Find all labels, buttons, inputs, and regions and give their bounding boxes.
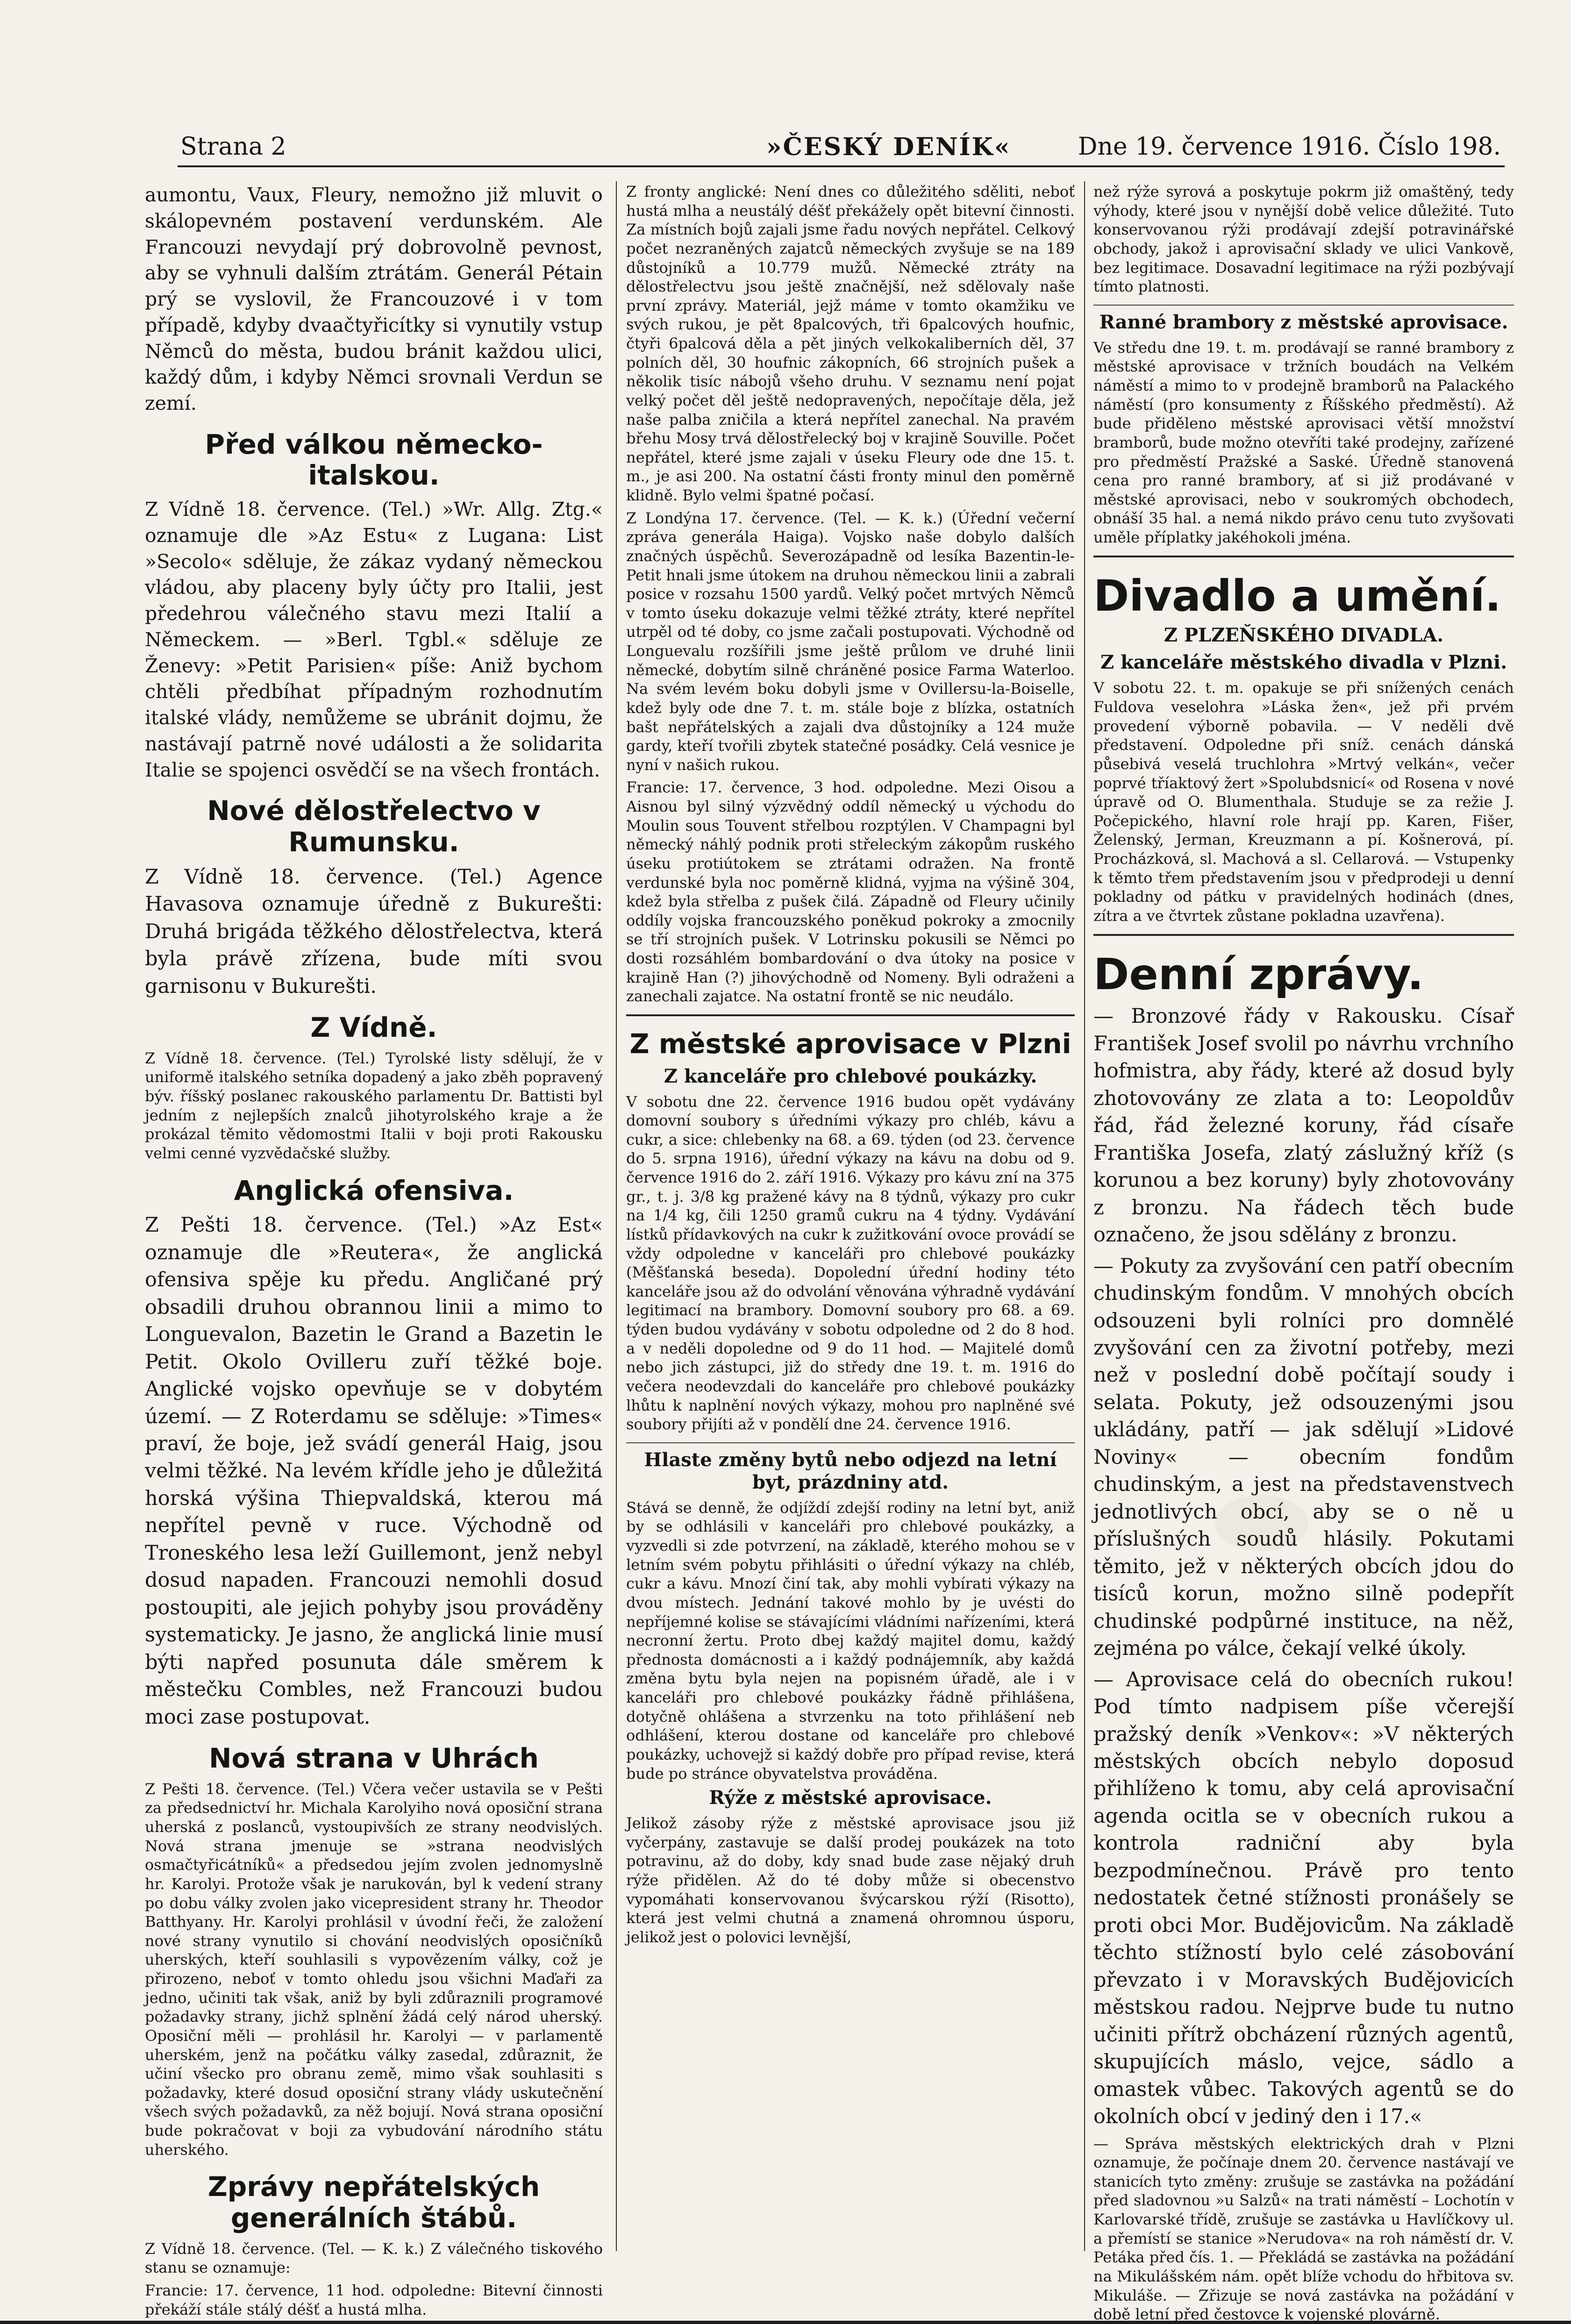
page-number: Strana 2 bbox=[180, 133, 286, 161]
column-rule-1 bbox=[616, 181, 617, 2251]
article-headline: Nové dělostřelectvo v Rumunsku. bbox=[207, 795, 541, 858]
article-headline: Z Vídně. bbox=[310, 1012, 437, 1044]
section-divider bbox=[626, 1442, 1075, 1443]
column-1 bbox=[145, 182, 603, 2318]
news-item: — Bronzové řády v Rakousku. Císař František Josef svolil po návrhu vrchního hofmistra, aby řády, které až dosud byly zhotovovány ze zlata a to: Leopoldův řád, řád železné koruny, řád císaře Františka Josefa, zlatý záslužný kříž (s korunou a bez koruny) byly zhotovovány z bronzu. Na řádech těch bude označeno, že jsou sdělány z bronzu. bbox=[1093, 1005, 1514, 1247]
column-rule-2 bbox=[1084, 181, 1085, 2251]
issue-date: Dne 19. července 1916. Číslo 198. bbox=[1078, 133, 1501, 161]
continued-text: než rýže syrová a poskytuje pokrm již omaštěný, tedy výhody, které jsou v nynější době velice důležité. Tuto konservovanou rýži prodávají zdejší potravinářské obchody, jakož i aprovisační sklady ve ulici Vankově, bez legitimace. Dosavadní legitimace na rýži pozbývají tímto platnosti. bbox=[1093, 183, 1514, 296]
article-headline: Anglická ofensiva. bbox=[234, 1174, 514, 1206]
page-header bbox=[178, 130, 1505, 167]
article-headline: Před válkou německo-italskou. bbox=[205, 428, 543, 492]
article-body: Z Pešti 18. července. (Tel.) Včera večer ustavila se v Pešti za předsednictví hr. Michala Karolyiho nová oposiční strana uherská z poslanců, vystoupivších ze strany neodvislých. Nová strana jmenuje se »strana neodvislých osmačtyřicátníků« a předsedou jejím zvolen jednomyslně hr. Karolyi. Protože však je narukován, byl k vedení strany po dobu války zvolen jako vicepresident strany hr. Theodor Batthyany. Hr. Karolyi prohlásil v úvodní řeči, že založení nové strany vynutilo si chování neodvislých oposičníků uherských, kteří souhlasili s vypovězením války, což je přirozeno, neboť v tomto ohledu jsou všichni Maďaři za jedno, učiniti tak však, aniž by byli zdůraznili programové požadavky strany, jichž splnění žádá celý národ uherský. Oposiční měli — prohlásil hr. Karolyi — v parlamentě uherském, jenž na počátku války zasedal, zdůraznit, že učiní všecko pro obranu země, mimo však souhlasiti s požadavky, které dosud oposiční strany vlády uskutečnění všech svých požadavků, za něž bojují. Nová strana oposiční bude pokračovat v boji za vybudování národního státu uherského. bbox=[145, 1780, 603, 2159]
article-body: Jelikož zásoby rýže z městské aprovisace jsou již vyčerpány, zastavuje se další prodej poukázek na toto potravinu, až do doby, kdy snad bude zase nějaký druh rýže přidělen. Až do té doby může si obecenstvo vypomáhati konservovanou švýcarskou rýží (Risotto), která jest velmi chutná a znamená ohromnou úsporu, jelikož jest o polovici levnější, bbox=[626, 1814, 1075, 1946]
section-divider bbox=[1093, 934, 1514, 936]
article-body: Z Vídně 18. července. (Tel. — K. k.) Z válečného tiskového stanu se oznamuje: bbox=[145, 2239, 603, 2277]
section-title-daily-news: Denní zprávy. bbox=[1093, 949, 1424, 999]
news-item: — Správa městských elektrických drah v Plzni oznamuje, že počínaje dnem 20. července nastávají ve stanicích tyto změny: zrušuje se zastávka na požádání před sladovnou »u Salzů« na trati náměstí – Lochotín v Karlovarské třídě, zrušuje se zastávka u Havlíčkovy ul. a přemístí se stanice »Nerudova« na roh náměstí dr. V. Petáka před čís. 1. — Překládá se zastávka na požádání na Mikulášském nám. opět blíže vchodu do hřbitova sv. Mikuláše. — Zřizuje se nová zastávka na požádání v době letní před čestovce k vojenské plovárně. bbox=[1093, 2134, 1514, 2324]
article-headline: Nová strana v Uhrách bbox=[209, 1742, 539, 1775]
article-headline: Zprávy nepřátelských generálních štábů. bbox=[207, 2171, 540, 2234]
article-body: Z Vídně 18. července. (Tel.) Agence Havasova oznamuje úředně z Bukurešti: Druhá brigáda těžkého dělostřelectva, která byla právě zřízena, bude míti svou garnisonu v Bukurešti. bbox=[145, 865, 603, 998]
news-item: — Aprovisace celá do obecních rukou! Pod tímto nadpisem píše včerejší pražský deník »Venkov«: »V některých městských obcích nebylo doposud přihlíženo k tomu, aby celá aprovisační agenda ocitla se v obecních rukou a kontrola radniční aby byla bezpodmínečnou. Právě pro tento nedostatek četné stížnosti pronášely se proti obci Mor. Budějovicům. Na základě těchto stížností bylo celé zásobování převzato i v Moravských Budějovicích městskou radou. Nejprve bude tu nutno učiniti přítrž obcházení různých agentů, skupujících máslo, vejce, sádlo a omastek vůbec. Takových agentů se do okolních obcí v jediný den i 17.« bbox=[1093, 1668, 1514, 2129]
article-body: V sobotu 22. t. m. opakuje se při snížených cenách Fuldova veselohra »Láska žen«, jež při prvém provedení výborně pobavila. — V neděli dvě představení. Odpoledne při sníž. cenách dánská půsebivá veselá truchlohra »Mrtvý velkán«, večer poprvé tříaktový žert »Spolubdsnicí« od Rosena v nové úpravě od O. Blumenthala. Studuje se za režie J. Počepického, hlavní role hrají pp. Karen, Fišer, Želenský, Jerman, Kreuzmann a pí. Košnerová, pí. Procházková, sl. Machová a sl. Cellarová. — Vstupenky k těmto třem představením jsou v předprodeji u denní pokladny od pátku v pravidelných hodinách (dnes, zítra a ve čtvrtek zůstane pokladna uzavřena). bbox=[1093, 679, 1514, 925]
continued-text: aumontu, Vaux, Fleury, nemožno již mluvit o skálopevném postavení verdunském. Ale Francouzi nevydají prý dobrovolně pevnost, aby se vyhnuli dalším ztrátám. Generál Pétain prý se vyslovil, že Francouzové i v tom případě, kdyby dvaačtyřicítky si vynutily vstup Němců do města, budou bránit každou ulici, každý dům, i kdyby Němci srovnali Verdun se zemí. bbox=[145, 184, 603, 414]
article-body: Z Vídně 18. července. (Tel.) Tyrolské listy sdělují, že v uniformě italského setníka dopadený a jako zběh popravený býv. říšský poslanec rakouského parlamentu Dr. Battisti byl jedním z nejlepších znalců jihotyrolského kraje a že prokázal těmito vědomostmi Italii v boji proti Rakousku velmi cenné vyzvědačské služby. bbox=[145, 1049, 603, 1162]
column-3 bbox=[1093, 182, 1514, 2324]
article-body: Stává se denně, že odjíždí zdejší rodiny na letní byt, aniž by se odhlásili v kanceláři pro chlebové poukázky, a vyzvedli si zde potvrzení, na základě, kterého mohou se v letním svém pobytu přihlásiti o úřední výkazy na chléb, cukr a kávu. Mnozí činí tak, aby mohli vybírati výkazy na dvou místech. Jednání takové mohlo by je uvésti do nepříjemné kolise se stávajícími vládními nařízeními, která necronní žertu. Proto dbej každý majitel domu, každý přednosta domácnosti a i každý podnájemník, aby každá změna bytu byla nejen na popisném úřadě, ale i v kanceláři pro chlebové poukázky řádně přihlášena, dotyčně ohlášena a stvrzenku na toto přihlášení neb odhlášení, kterou dostane od kanceláře pro chlebové poukázky, uchovejž si každý dobře pro případ revise, která bude po stránce obyvatelstva prováděna. bbox=[626, 1498, 1075, 1782]
section-divider bbox=[626, 1014, 1075, 1016]
article-subheadline: Ranné brambory z městské aprovisace. bbox=[1099, 311, 1508, 333]
article-subheadline: Rýže z městské aprovisace. bbox=[709, 1787, 992, 1809]
article-headline: Z městské aprovisace v Plzni bbox=[629, 1027, 1071, 1060]
article-body: Z Vídně 18. července. (Tel.) »Wr. Allg. Ztg.« oznamuje dle »Az Estu« z Lugana: List »Secolo« sděluje, že zákaz vydaný německou vládou, aby placeny byly účty pro Italii, jest předehrou válečného stavu mezi Italií a Německem. — »Berl. Tgbl.« sděluje ze Ženevy: »Petit Parisien« píše: Aniž bychom chtěli předbíhat případným rozhodnutím italské vlády, nemůžeme se ubránit dojmu, že nastávají patrně nové události a že solidarita Italie se spojenci osvědčí se na všech frontách. bbox=[145, 498, 603, 781]
front-report: Z fronty anglické: Není dnes co důležitého sděliti, neboť hustá mlha a neustálý déšť překážely opět bitevní činnosti. Za místních bojů zajali jsme řadu nových nepřátel. Celkový počet nezraněných zajatců německých zvyšuje se na 189 důstojníků a 10.779 mužů. Německé ztráty na dělostřelectvu jsou ještě značnější, než sdělovaly naše první zprávy. Materiál, jejž máme v tomto okamžiku ve svých rukou, je pět 8palcových, tři 6palcových houfnic, čtyři 6palcová děla a pět jiných velkokaliberních děl, 37 polních děl, 30 houfnic zákopních, 66 strojních pušek a několik tisíc nábojů všeho druhu. V seznamu není pojat velký počet děl ještě nedopravených, nepočítaje děla, jež naše palba zničila a která nepřítel zanechal. Na pravém břehu Mosy trvá dělostřelecký boj v krajině Souville. Počet nepřátel, které jsme zajali v úseku Fleury ode dne 15. t. m., je asi 200. Na ostatní části fronty minul den poměrně klidně. Bylo velmi špatné počasí. bbox=[626, 183, 1075, 504]
column-2 bbox=[626, 182, 1075, 2247]
section-title-theatre: Divadlo a umění. bbox=[1093, 570, 1501, 621]
article-body: Francie: 17. července, 11 hod. odpoledne: Bitevní činnosti překáží stále stálý déšť a hustá mlha. bbox=[145, 2281, 603, 2318]
front-report: Francie: 17. července, 3 hod. odpoledne. Mezi Oisou a Aisnou byl silný výzvědný oddíl německý u východu do Moulin sous Touvent střelbou rozptýlen. V Champagni byl německý náhlý podnik proti střeleckým zákopům ruského úseku protiútokem se ztrátami odražen. Na frontě verdunské byla noc poměrně klidná, vyjma na výšině 304, kdež byla střelba z pušek čilá. Západně od Fleury učinily oddíly vojska francouzského poněkud pokroky a zmocnily se tří strojních pušek. V Lotrinsku pokusili se Němci po dosti rozsáhlém bombardování o dva útoky na posice v krajině Han (?) jihovýchodně od Nomeny. Byli odraženi a zanechali zajatce. Na ostatní frontě se nic neudálo. bbox=[626, 778, 1075, 1005]
article-body: Z Pešti 18. července. (Tel.) »Az Est« oznamuje dle »Reutera«, že anglická ofensiva spěje ku předu. Angličané prý obsadili druhou obrannou linii a mimo to Longuevalon, Bazetin le Grand a Bazetin le Petit. Okolo Ovilleru zuří těžké boje. Anglické vojsko opevňuje se v dobytém území. — Z Roterdamu se sděluje: »Times« praví, že boje, jež svádí generál Haig, jsou velmi těžké. Na levém křídle jeho je důležitá horská výšina Thiepvaldská, kterou má nepřítel pevně v ruce. Východně od Troneského lesa leží Guillemont, jenž nebyl dosud napaden. Francouzi nemohli dosud postoupiti, ale jejich pohyby jsou prováděny systematicky. Je jasno, že anglická linie musí býti napřed posunuta dále směrem k městečku Combles, než Francouzi budou moci zase postupovat. bbox=[145, 1213, 603, 1729]
paper-stain bbox=[1215, 1495, 1308, 1551]
article-body: Ve středu dne 19. t. m. prodávají se ranné brambory z městské aprovisace v tržních boudách na Velkém náměstí a mimo to v prodejně bramborů na Palackého náměstí (pro konsumenty z Říšského předměstí). Až bude přiděleno městské aprovisaci větší množství bramborů, bude možno otevříti také prodejny, zařízené pro předměstí Pražské a Saské. Úředně stanovená cena pro ranné brambory, ať si již prodávané v městské aprovisaci, nebo v soukromých obchodech, obnáší 35 hal. a nemá nikdo právo cenu tuto zvyšovati uměle příplatky jakéhokoli jména. bbox=[1093, 338, 1514, 546]
section-divider bbox=[1093, 305, 1514, 306]
article-subheadline: Hlaste změny bytů nebo odjezd na letní byt, prázdniny atd. bbox=[644, 1448, 1057, 1493]
section-subheadline: Z kanceláře městského divadla v Plzni. bbox=[1100, 651, 1507, 674]
section-subheadline: Z PLZEŇSKÉHO DIVADLA. bbox=[1164, 624, 1444, 647]
article-body: V sobotu dne 22. července 1916 budou opět vydávány domovní soubory s úředními výkazy pro chléb, kávu a cukr, a sice: chlebenky na 68. a 69. týden (od 23. července do 5. srpna 1916), úřední výkazy na kávu na dobu od 9. července 1916 do 2. září 1916. Výkazy pro kávu zní na 375 gr., t. j. 3/8 kg pražené kávy na 8 týdnů, výkazy pro cukr na 1/4 kg, čili 1250 gramů cukru na 4 týdny. Vydávání lístků přídavkových na cukr k zužitkování ovoce provádí se vždy odpoledne v kanceláři pro chlebové poukázky (Měšťanská beseda). Dopolední úřední hodiny této kanceláře jsou až do odvolání věnována výhradně vydávání legitimací na brambory. Domovní soubory pro 68. a 69. týden budou vydávány v sobotu odpoledne od 2 do 8 hod. a v neděli dopoledne od 9 do 11 hod. — Majitelé domů nebo jich zástupci, již do středy dne 19. t. m. 1916 do večera neodevzdali do kanceláře pro chlebové poukázky lhůtu k naplnění nových výkazy, mohou pro naplněné své soubory přijíti až v pondělí dne 24. července 1916. bbox=[626, 1092, 1075, 1433]
front-report: Z Londýna 17. července. (Tel. — K. k.) (Úřední večerní zpráva generála Haiga). Vojsko naše dobylo dalších značných úspěchů. Severozápadně od lesíka Bazentin-le-Petit hnali jsme útokem na druhou německou linii a zabrali posice v rozsahu 1500 yardů. Velký počet mrtvých Němců v tomto úseku dokazuje velmi těžké ztráty, které nepřítel utrpěl od té doby, co jsme začali postupovati. Východně od Longuevalu rozšířili jsme ještě průlom ve druhé linii německé, dobytím silně chráněné posice Farma Waterloo. Na svém levém boku dobyli jsme v Ovillersu-la-Boiselle, kdež byly ode dne 7. t. m. stále boje z blízka, ostatních bašt nepřátelských a zajali dva důstojníky a 124 muže gardy, kteří tvořili zbytek statečné posádky. Celá vesnice je nyní v našich rukou. bbox=[626, 509, 1075, 774]
section-divider bbox=[1093, 556, 1514, 557]
masthead: »ČESKÝ DENÍK« bbox=[766, 133, 1011, 161]
news-item: — Pokuty za zvyšování cen patří obecním chudinským fondům. V mnohých obcích odsouzeni byli rolníci pro domnělé zvyšování cen za životní potřeby, mezi než v poslední době počítají soudy i selata. Pokuty, jež odsouzenými jsou ukládány, patří — jak sdělují »Lidové Noviny« — obecním fondům chudinským, a jest na představenstvech jednotlivých obcí, aby se o ně u příslušných soudů hlásily. Pokutami těmito, jež v některých obcích jdou do tisíců korun, možno silně podepřít chudinské podpůrné instituce, na něž, zejména po válce, čekají velké úkoly. bbox=[1093, 1254, 1514, 1661]
article-subheadline: Z kanceláře pro chlebové poukázky. bbox=[664, 1065, 1037, 1087]
